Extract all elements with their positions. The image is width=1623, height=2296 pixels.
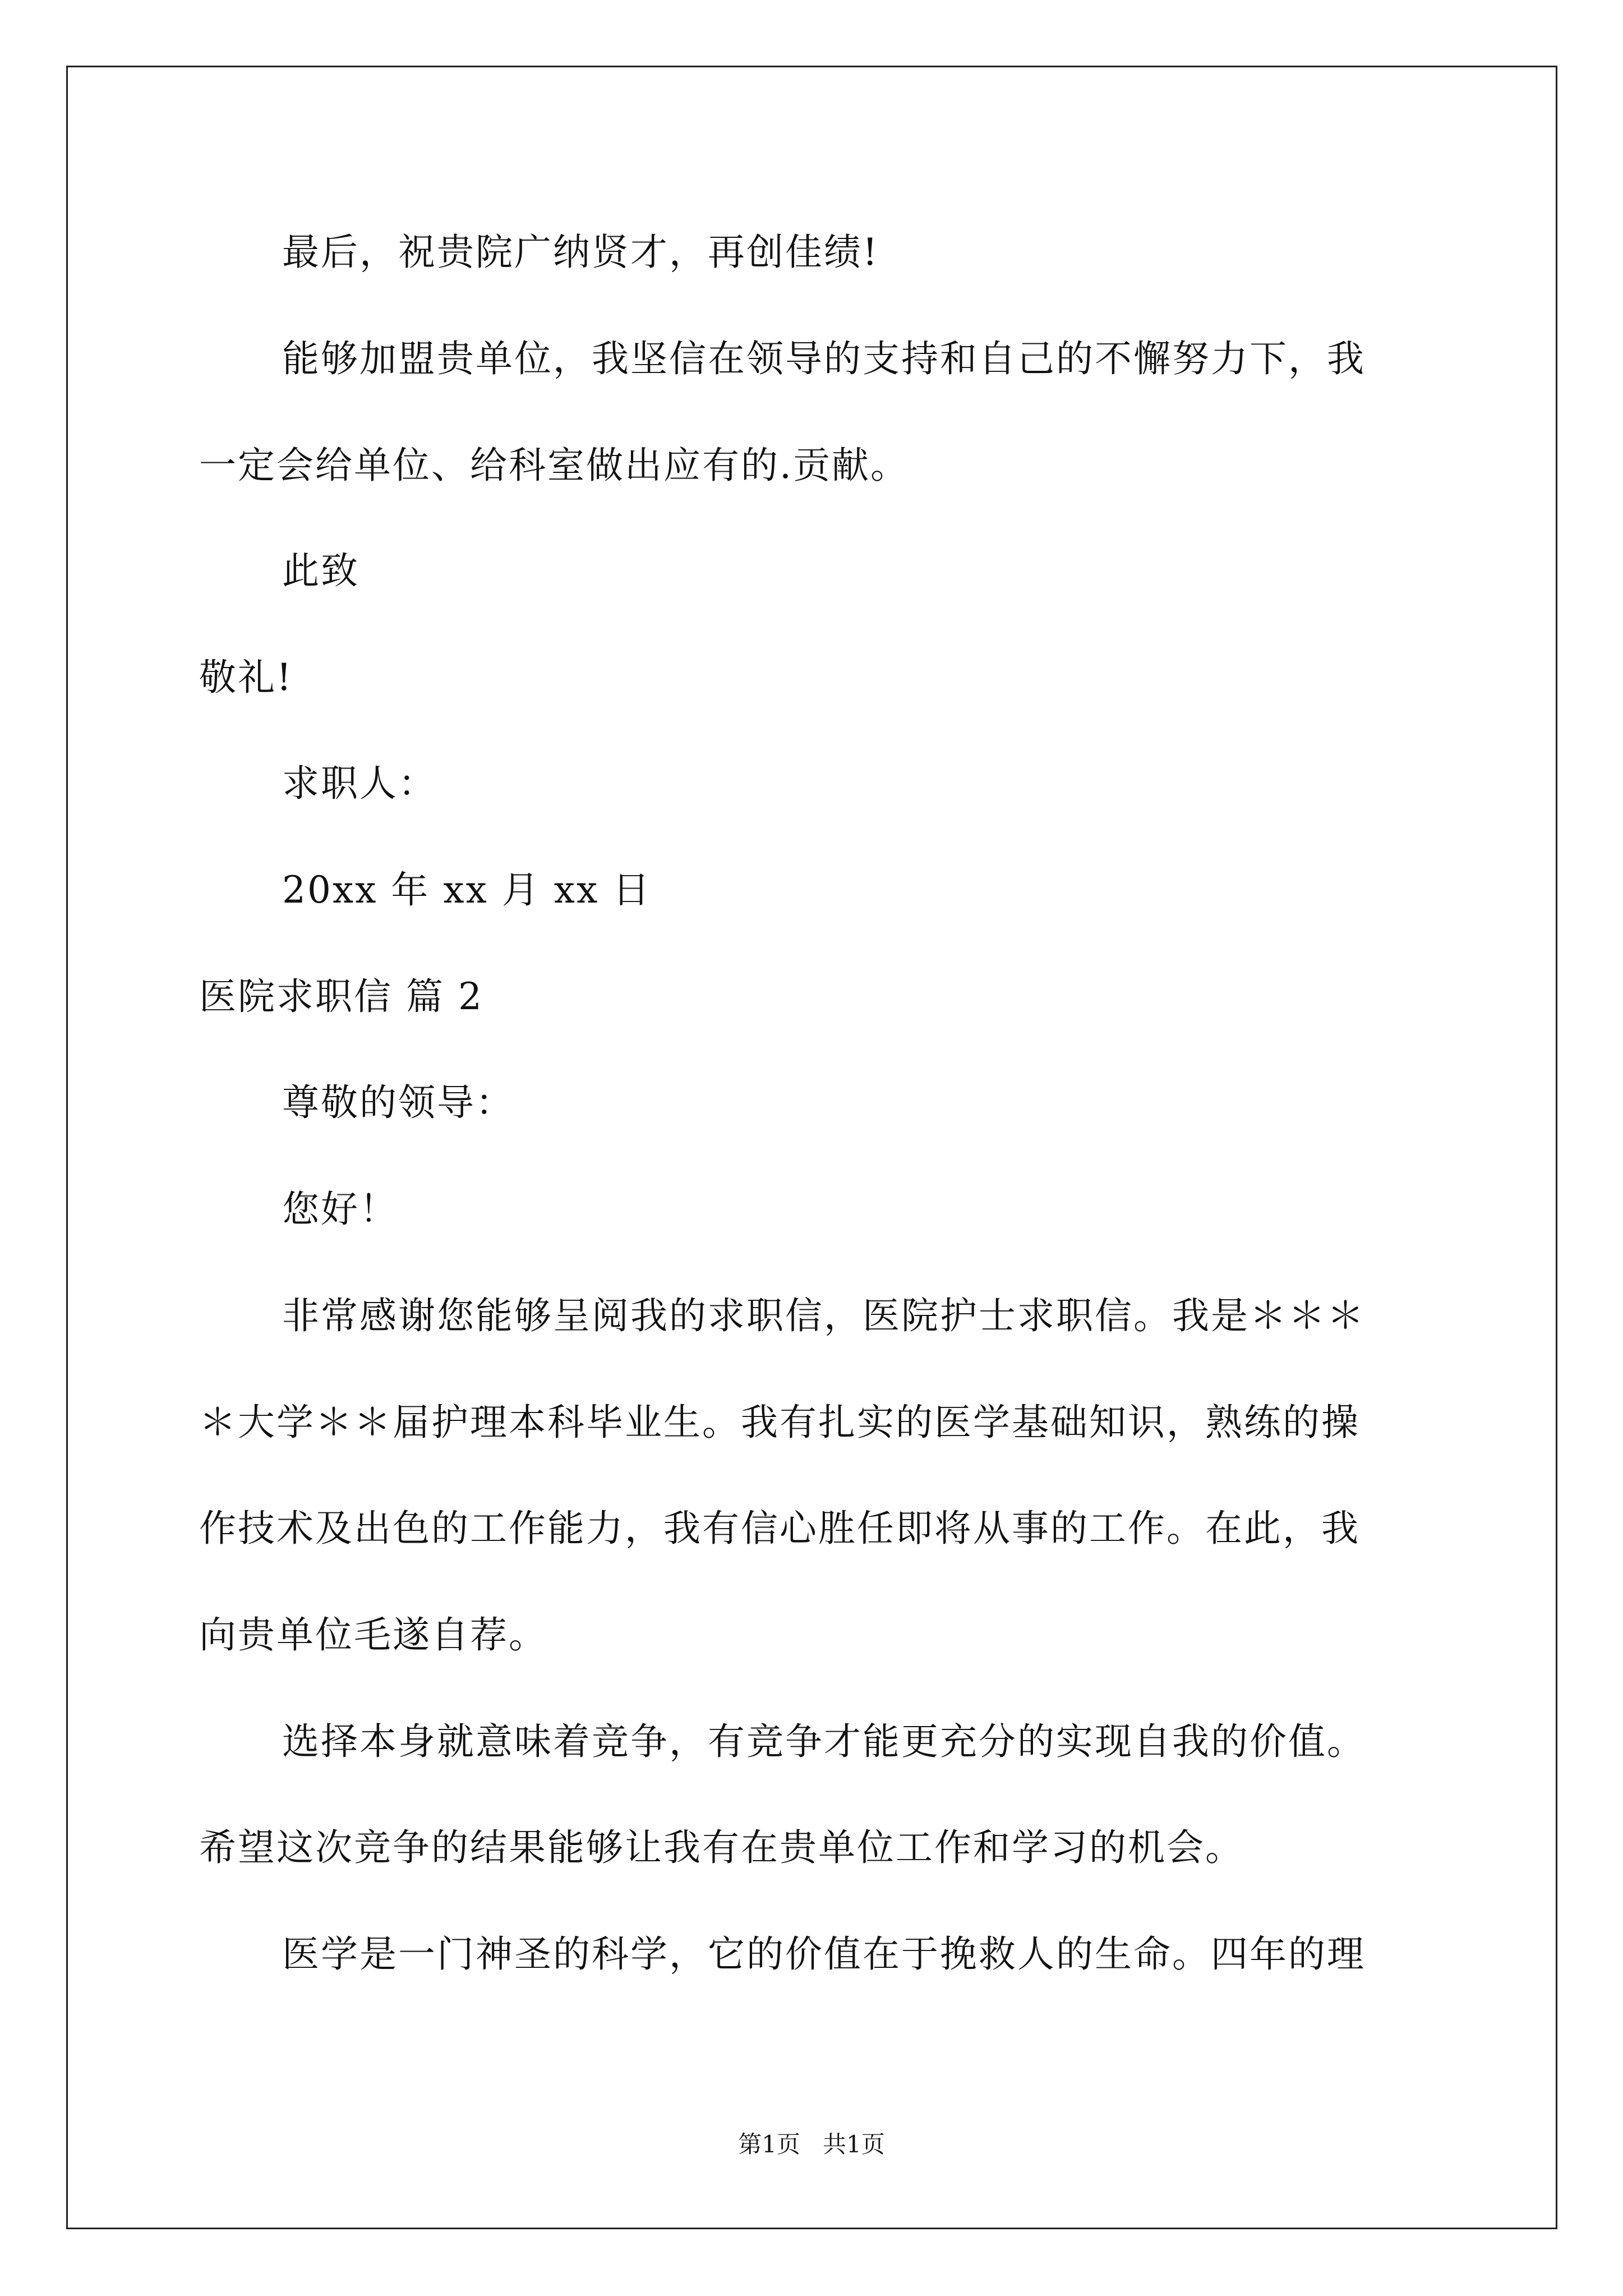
text-line-commitment-2: 一定会给单位、给科室做出应有的.贡献。 [199,444,909,487]
text-line-hello: 您好！ [282,1188,398,1231]
text-line-greeting: 尊敬的领导： [282,1081,514,1124]
section-heading: 医院求职信 篇 2 [199,975,483,1018]
text-line-commitment-1: 能够加盟贵单位，我坚信在领导的支持和自己的不懈努力下，我 [282,337,1366,380]
text-line-closing-wish: 最后，祝贵院广纳贤才，再创佳绩! [282,231,879,274]
text-line-applicant: 求职人： [282,762,437,805]
text-line-intro-1: 非常感谢您能够呈阅我的求职信，医院护士求职信。我是＊＊＊ [282,1294,1366,1337]
text-line-competition-1: 选择本身就意味着竞争，有竞争才能更充分的实现自我的价值。 [282,1720,1366,1763]
page-border [66,66,1557,2229]
text-line-salutation: 此致 [282,549,359,592]
text-line-date: 20xx 年 xx 月 xx 日 [282,868,652,912]
page-footer: 第1页 共1页 [738,2131,885,2158]
text-line-competition-2: 希望这次竞争的结果能够让我有在贵单位工作和学习的机会。 [199,1826,1244,1869]
text-line-intro-4: 向贵单位毛遂自荐。 [199,1613,547,1657]
text-line-medicine: 医学是一门神圣的科学，它的价值在于挽救人的生命。四年的理 [282,1932,1366,1976]
text-line-intro-3: 作技术及出色的工作能力，我有信心胜任即将从事的工作。在此，我 [199,1507,1360,1550]
text-line-regards: 敬礼! [199,656,293,699]
text-line-intro-2: ＊大学＊＊届护理本科毕业生。我有扎实的医学基础知识，熟练的操 [199,1401,1360,1444]
